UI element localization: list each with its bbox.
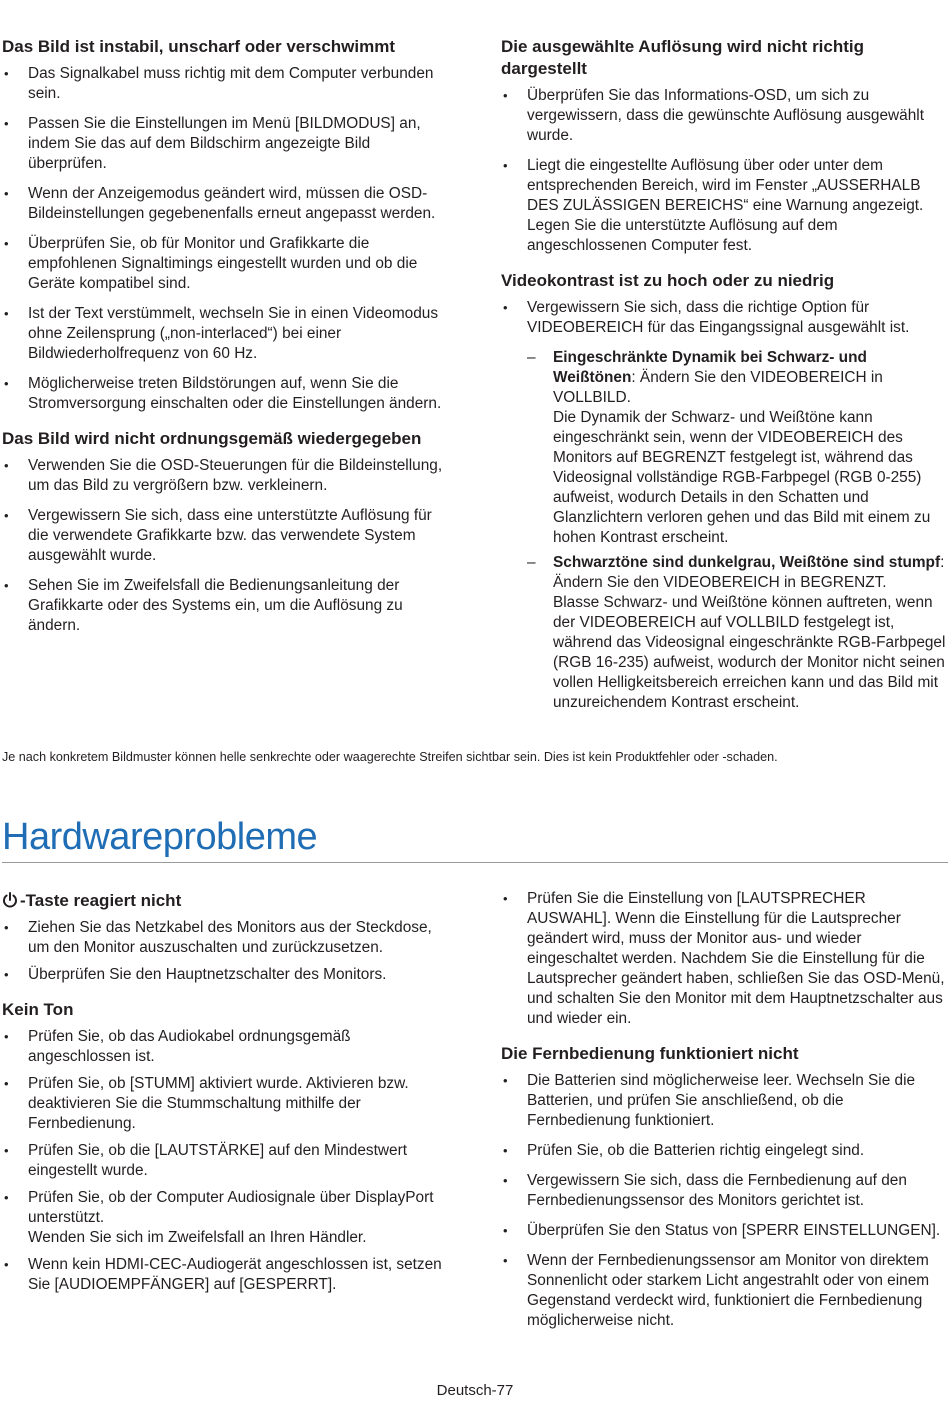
list-item: • Prüfen Sie, ob die Batterien richtig eingelegt sind. bbox=[501, 1141, 947, 1161]
list-item-line: • Prüfen Sie, ob der Computer Audiosignale über DisplayPort unterstützt. bbox=[28, 1189, 434, 1226]
display-right-column bbox=[501, 36, 947, 723]
list-item: • Wenn der Fernbedienungssensor am Monitor von direktem Sonnenlicht oder starkem Licht angestrahlt oder von einem Gegenstand verdeckt wird, funktioniert die Fernbedienung möglicherweise nicht. bbox=[501, 1251, 947, 1331]
sub-description: Die Dynamik der Schwarz- und Weißtöne kann eingeschränkt sein, wenn der VIDEOBEREICH des Monitors auf BEGRENZT festgelegt ist, während das Videosignal vollständige RGB-Farbpegel (RGB 0-255) aufweist, wodurch Details in den Schatten und Glanzlichtern verloren gehen und das Bild mit einem zu hohen Kontrast erscheint. bbox=[553, 409, 931, 546]
list-item: • Liegt die eingestellte Auflösung über oder unter dem entsprechenden Bereich, wird im Fenster „AUSSERHALB DES ZULÄSSIGEN BEREICHS“ eine Warnung angezeigt. Legen Sie die unterstützte Auflösung auf dem angeschlossenen Computer fest. bbox=[501, 156, 947, 256]
contrast-item-text: Vergewissern Sie sich, dass die richtige Option für VIDEOBEREICH für das Eingangssignal ausgewählt ist. bbox=[527, 299, 910, 336]
list-item: • Verwenden Sie die OSD-Steuerungen für die Bildeinstellung, um das Bild zu vergrößern bzw. verkleinern. bbox=[2, 456, 452, 496]
sublist-item bbox=[527, 553, 947, 713]
heading-contrast: Videokontrast ist zu hoch oder zu niedrig bbox=[501, 271, 835, 290]
contrast-sublist bbox=[527, 348, 947, 713]
section-divider bbox=[2, 862, 948, 863]
list-item: • Wenn kein HDMI-CEC-Audiogerät angeschlossen ist, setzen Sie [AUDIOEMPFÄNGER] auf [GESPERRT]. bbox=[2, 1255, 452, 1295]
section-title-hardware: Hardwareprobleme bbox=[2, 816, 318, 858]
list-item: • Möglicherweise treten Bildstörungen auf, wenn Sie die Stromversorgung einschalten oder die Einstellungen ändern. bbox=[2, 374, 452, 414]
list-item: • Prüfen Sie, ob das Audiokabel ordnungsgemäß angeschlossen ist. bbox=[2, 1027, 452, 1067]
list-item: • Vergewissern Sie sich, dass die Fernbedienung auf den Fernbedienungssensor des Monitors gerichtet ist. bbox=[501, 1171, 947, 1211]
list-item: • Ist der Text verstümmelt, wechseln Sie in einen Videomodus ohne Zeilensprung („non-interlaced“) bei einer Bildwiederholfrequenz von 60 Hz. bbox=[2, 304, 452, 364]
display-left-column bbox=[2, 36, 452, 646]
power-icon bbox=[2, 892, 18, 908]
list-item: • Sehen Sie im Zweifelsfall die Bedienungsanleitung der Grafikkarte oder des Systems ein, um die Auflösung zu ändern. bbox=[2, 576, 452, 636]
list-item bbox=[2, 1188, 452, 1248]
list-item-line: Wenden Sie sich im Zweifelsfall an Ihren Händler. bbox=[28, 1229, 367, 1246]
heading-power-text: -Taste reagiert nicht bbox=[20, 891, 182, 910]
sub-heading-dull-tones: Schwarztöne sind dunkelgrau, Weißtöne sind stumpf bbox=[553, 554, 941, 571]
footnote: Je nach konkretem Bildmuster können helle senkrechte oder waagerechte Streifen sichtbar sein. Dies ist kein Produktfehler oder -schaden. bbox=[2, 750, 778, 764]
list-item: • Das Signalkabel muss richtig mit dem Computer verbunden sein. bbox=[2, 64, 452, 104]
list-item bbox=[501, 298, 947, 713]
list-item: • Überprüfen Sie den Hauptnetzschalter des Monitors. bbox=[2, 965, 452, 985]
list-item: • Überprüfen Sie, ob für Monitor und Grafikkarte die empfohlenen Signaltimings eingestellt wurden und ob die Geräte kompatibel sind. bbox=[2, 234, 452, 294]
list-item: • Prüfen Sie, ob die [LAUTSTÄRKE] auf den Mindestwert eingestellt wurde. bbox=[2, 1141, 452, 1181]
list-item: • Wenn der Anzeigemodus geändert wird, müssen die OSD-Bildeinstellungen gegebenenfalls erneut angepasst werden. bbox=[2, 184, 452, 224]
heading-image-unstable: Das Bild ist instabil, unscharf oder verschwimmt bbox=[2, 37, 395, 56]
list-item: • Prüfen Sie, ob [STUMM] aktiviert wurde. Aktivieren bzw. deaktivieren Sie die Stummschaltung mithilfe der Fernbedienung. bbox=[2, 1074, 452, 1134]
heading-power-button bbox=[2, 890, 452, 912]
sub-description: Blasse Schwarz- und Weißtöne können auftreten, wenn der VIDEOBEREICH auf VOLLBILD festgelegt ist, während das Videosignal eingeschränkte RGB-Farbpegel (RGB 16-235) aufweist, wodurch der Monitor nicht seinen vollen Helligkeitsbereich erreichen kann und das Bild mit unzureichendem Kontrast erscheint. bbox=[553, 594, 946, 711]
list-image-not-displayed bbox=[2, 456, 452, 636]
list-item: • Passen Sie die Einstellungen im Menü [BILDMODUS] an, indem Sie das auf dem Bildschirm angezeigte Bild überprüfen. bbox=[2, 114, 452, 174]
heading-resolution: Die ausgewählte Auflösung wird nicht richtig dargestellt bbox=[501, 37, 865, 78]
heading-image-not-displayed: Das Bild wird nicht ordnungsgemäß wiedergegeben bbox=[2, 429, 422, 448]
list-no-sound bbox=[2, 1027, 452, 1295]
heading-no-sound: Kein Ton bbox=[2, 1000, 74, 1019]
list-no-sound-continued bbox=[501, 889, 947, 1029]
sub-text: : Ändern Sie den VIDEOBEREICH in BEGRENZT. bbox=[553, 554, 945, 591]
heading-remote: Die Fernbedienung funktioniert nicht bbox=[501, 1044, 799, 1063]
list-item: • Die Batterien sind möglicherweise leer. Wechseln Sie die Batterien, und prüfen Sie anschließend, ob die Fernbedienung funktioniert. bbox=[501, 1071, 947, 1131]
list-image-unstable bbox=[2, 64, 452, 414]
list-contrast bbox=[501, 298, 947, 713]
hardware-right-column bbox=[501, 889, 947, 1341]
list-power bbox=[2, 918, 452, 985]
list-resolution bbox=[501, 86, 947, 256]
sub-text: : Ändern Sie den VIDEOBEREICH in VOLLBILD. bbox=[553, 369, 883, 406]
page-number: Deutsch-77 bbox=[436, 1382, 514, 1399]
list-remote bbox=[501, 1071, 947, 1331]
list-item: • Vergewissern Sie sich, dass eine unterstützte Auflösung für die verwendete Grafikkarte bzw. das verwendete System ausgewählt wurde. bbox=[2, 506, 452, 566]
hardware-left-column bbox=[2, 890, 452, 1305]
list-item: • Prüfen Sie die Einstellung von [LAUTSPRECHER AUSWAHL]. Wenn die Einstellung für die Lautsprecher geändert wird, muss der Monitor aus- und wieder eingeschaltet werden. Nachdem Sie die Einstellung für die Lautsprecher geändert haben, schließen Sie das OSD-Menü, und schalten Sie den Monitor mit dem Hauptnetzschalter aus und wieder ein. bbox=[501, 889, 947, 1029]
sublist-item bbox=[527, 348, 947, 548]
list-item: • Überprüfen Sie das Informations-OSD, um sich zu vergewissern, dass die gewünschte Auflösung ausgewählt wurde. bbox=[501, 86, 947, 146]
sub-heading-limited-dynamics: Eingeschränkte Dynamik bei Schwarz- und Weißtönen bbox=[553, 349, 867, 386]
list-item: • Ziehen Sie das Netzkabel des Monitors aus der Steckdose, um den Monitor auszuschalten und zurückzusetzen. bbox=[2, 918, 452, 958]
list-item: • Überprüfen Sie den Status von [SPERR EINSTELLUNGEN]. bbox=[501, 1221, 947, 1241]
